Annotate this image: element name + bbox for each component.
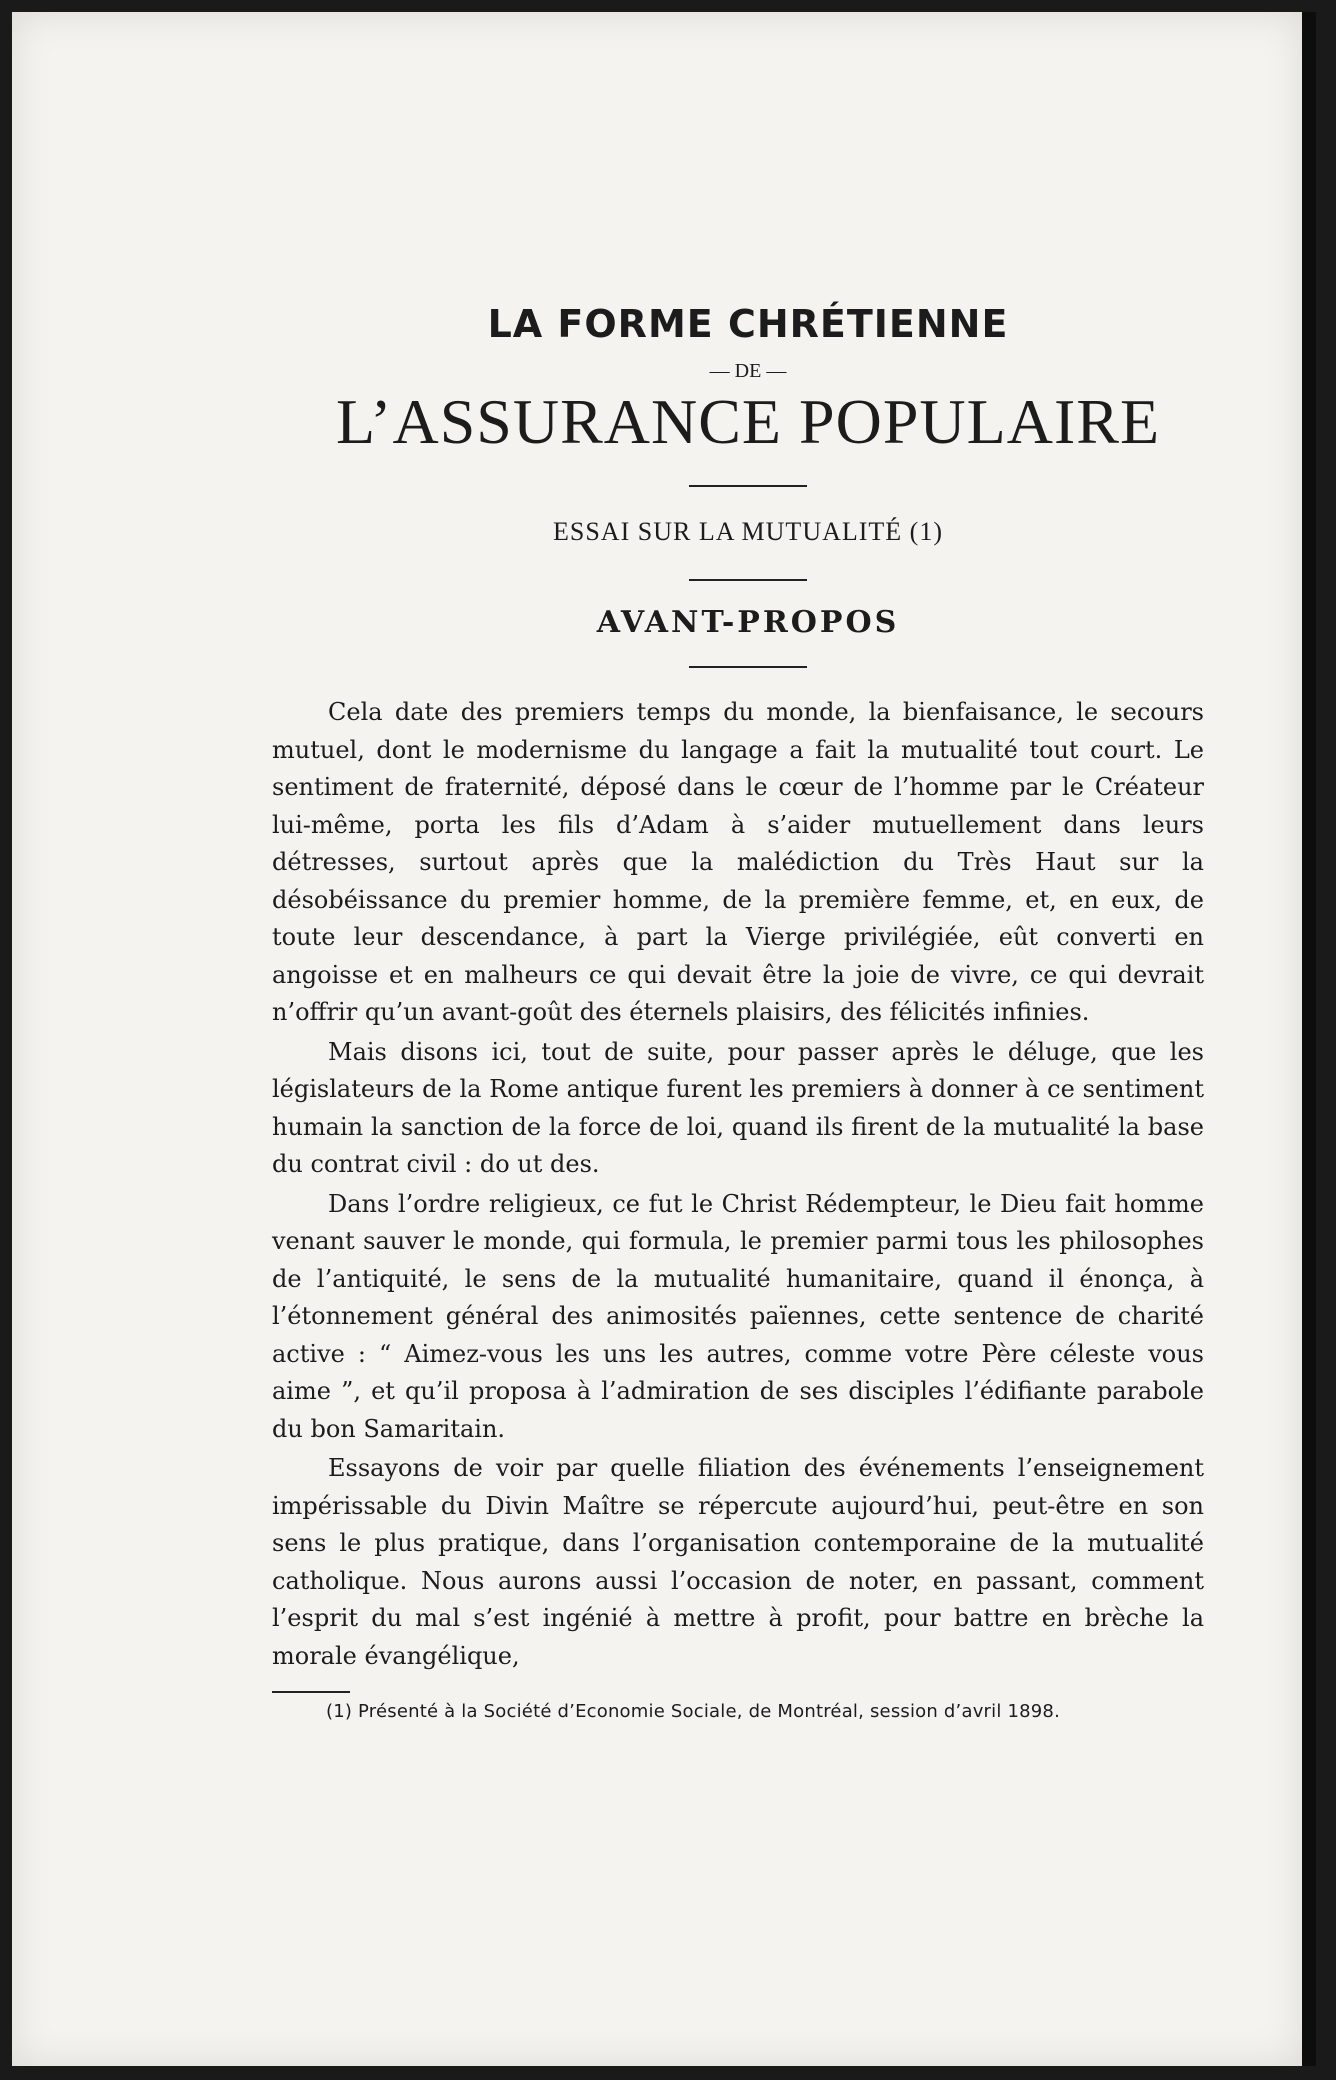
paragraph: Mais disons ici, tout de suite, pour passer après le déluge, que les législateurs de la Rome antique furent les premiers à donner à ce sentiment humain la sanction de la force de loi, quand ils firent de la mutualité la base du contrat civil : do ut des. bbox=[272, 1037, 1204, 1179]
divider-rule bbox=[689, 579, 807, 581]
footnote-rule bbox=[272, 1691, 350, 1693]
divider-rule bbox=[689, 485, 807, 487]
title-main: L’ASSURANCE POPULAIRE bbox=[335, 386, 1161, 457]
scanned-page bbox=[12, 12, 1316, 2066]
divider-rule bbox=[689, 666, 807, 668]
title-top: LA FORME CHRÉTIENNE bbox=[487, 302, 1009, 346]
section-title: AVANT-PROPOS bbox=[596, 605, 900, 641]
footnote: (1) Présenté à la Société d’Economie Sociale, de Montréal, session d’avril 1898. bbox=[326, 1701, 1061, 1723]
paragraph: Essayons de voir par quelle filiation des événements l’enseignement impérissable du Divin Maître se répercute aujourd’hui, peut-être en son sens le plus pratique, dans l’organisation contemporaine de la mutualité catholique. Nous aurons aussi l’occasion de noter, en passant, comment l’esprit du mal s’est ingénié à mettre à profit, pour battre en brèche la morale évangélique, bbox=[272, 1454, 1204, 1670]
title-de: — DE — bbox=[709, 360, 787, 382]
paragraph: Dans l’ordre religieux, ce fut le Christ Rédempteur, le Dieu fait homme venant sauver le monde, qui formula, le premier parmi tous les philosophes de l’antiquité, le sens de la mutualité humanitaire, quand il énonça, à l’étonnement général des animosités païennes, cette sentence de charité active : “ Aimez-vous les uns les autres, comme votre Père céleste vous aime ”, et qu’il proposa à l’admiration de ses disciples l’édifiante parabole du bon Samaritain. bbox=[272, 1189, 1204, 1443]
page-content bbox=[272, 302, 1204, 1722]
subtitle: ESSAI SUR LA MUTUALITÉ (1) bbox=[553, 517, 943, 547]
body-text bbox=[272, 694, 1204, 1675]
paragraph: Cela date des premiers temps du monde, la bienfaisance, le secours mutuel, dont le modernisme du langage a fait la mutualité tout court. Le sentiment de fraternité, déposé dans le cœur de l’homme par le Créateur lui-même, porta les fils d’Adam à s’aider mutuellement dans leurs détresses, surtout après que la malédiction du Très Haut sur la désobéissance du premier homme, de la première femme, et, en eux, de toute leur descendance, à part la Vierge privilégiée, eût converti en angoisse et en malheurs ce qui devait être la joie de vivre, ce qui devrait n’offrir qu’un avant-goût des éternels plaisirs, des félicités infinies. bbox=[272, 698, 1204, 1027]
